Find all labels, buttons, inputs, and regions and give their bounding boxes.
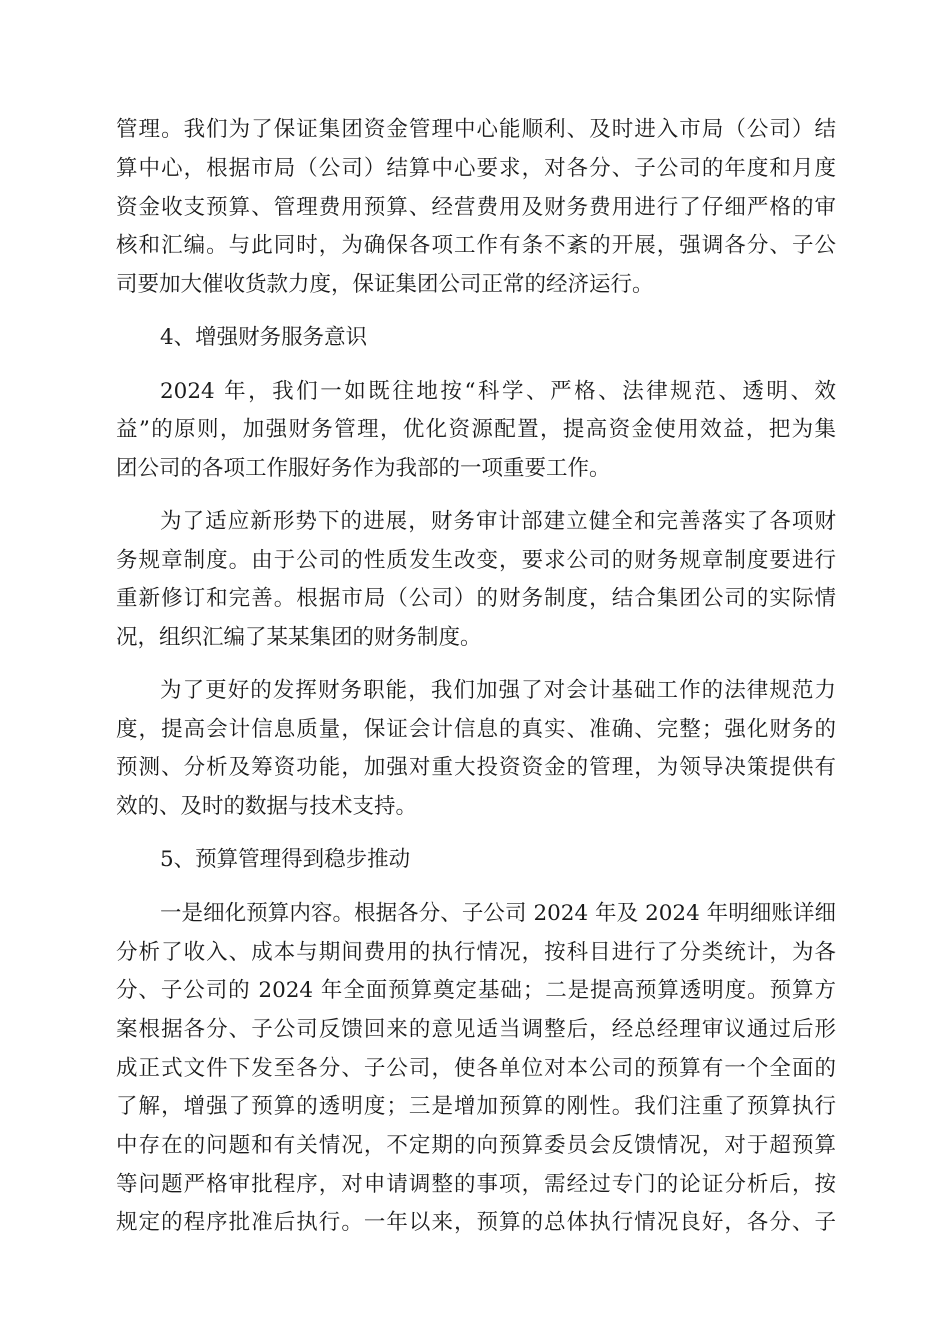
paragraph-line: 一是细化预算内容。根据各分、子公司 2024 年及 2024 年明细账详细 [160, 901, 836, 926]
paragraph-line: 分析了收入、成本与期间费用的执行情况，按科目进行了分类统计，为各 [116, 940, 836, 965]
paragraph-line: 效的、及时的数据与技术支持。 [116, 794, 418, 819]
paragraph-line: 核和汇编。与此同时，为确保各项工作有条不紊的开展，强调各分、子公 [116, 233, 836, 258]
paragraph-line: 况，组织汇编了某某集团的财务制度。 [116, 625, 482, 650]
section-heading: 5、预算管理得到稳步推动 [160, 847, 411, 872]
paragraph-line: 等问题严格审批程序，对申请调整的事项，需经过专门的论证分析后，按 [116, 1172, 836, 1197]
paragraph-line: 预测、分析及筹资功能，加强对重大投资资金的管理，为领导决策提供有 [116, 755, 836, 780]
paragraph-line: 益”的原则，加强财务管理，优化资源配置，提高资金使用效益，把为集 [116, 417, 836, 442]
paragraph-line: 了解，增强了预算的透明度；三是增加预算的刚性。我们注重了预算执行 [116, 1094, 836, 1119]
paragraph-line: 算中心，根据市局（公司）结算中心要求，对各分、子公司的年度和月度 [116, 156, 836, 181]
paragraph-line: 2024 年，我们一如既往地按“科学、严格、法律规范、透明、效 [160, 379, 836, 404]
paragraph-line: 重新修订和完善。根据市局（公司）的财务制度，结合集团公司的实际情 [116, 586, 836, 611]
paragraph-line: 司要加大催收货款力度，保证集团公司正常的经济运行。 [116, 272, 654, 297]
paragraph-line: 成正式文件下发至各分、子公司，使各单位对本公司的预算有一个全面的 [116, 1056, 836, 1081]
paragraph-line: 为了更好的发挥财务职能，我们加强了对会计基础工作的法律规范力 [160, 678, 836, 703]
section-heading: 4、增强财务服务意识 [160, 325, 368, 350]
paragraph-line: 资金收支预算、管理费用预算、经营费用及财务费用进行了仔细严格的审 [116, 195, 836, 220]
paragraph-line: 务规章制度。由于公司的性质发生改变，要求公司的财务规章制度要进行 [116, 548, 836, 573]
paragraph-line: 中存在的问题和有关情况，不定期的向预算委员会反馈情况，对于超预算 [116, 1133, 836, 1158]
paragraph-line: 规定的程序批准后执行。一年以来，预算的总体执行情况良好，各分、子 [116, 1210, 836, 1235]
paragraph-line: 案根据各分、子公司反馈回来的意见适当调整后，经总经理审议通过后形 [116, 1017, 836, 1042]
paragraph-line: 分、子公司的 2024 年全面预算奠定基础；二是提高预算透明度。预算方 [116, 978, 836, 1003]
paragraph-line: 团公司的各项工作服好务作为我部的一项重要工作。 [116, 456, 611, 481]
paragraph-line: 为了适应新形势下的进展，财务审计部建立健全和完善落实了各项财 [160, 509, 836, 534]
paragraph-line: 管理。我们为了保证集团资金管理中心能顺利、及时进入市局（公司）结 [116, 117, 836, 142]
paragraph-line: 度，提高会计信息质量，保证会计信息的真实、准确、完整；强化财务的 [116, 717, 836, 742]
